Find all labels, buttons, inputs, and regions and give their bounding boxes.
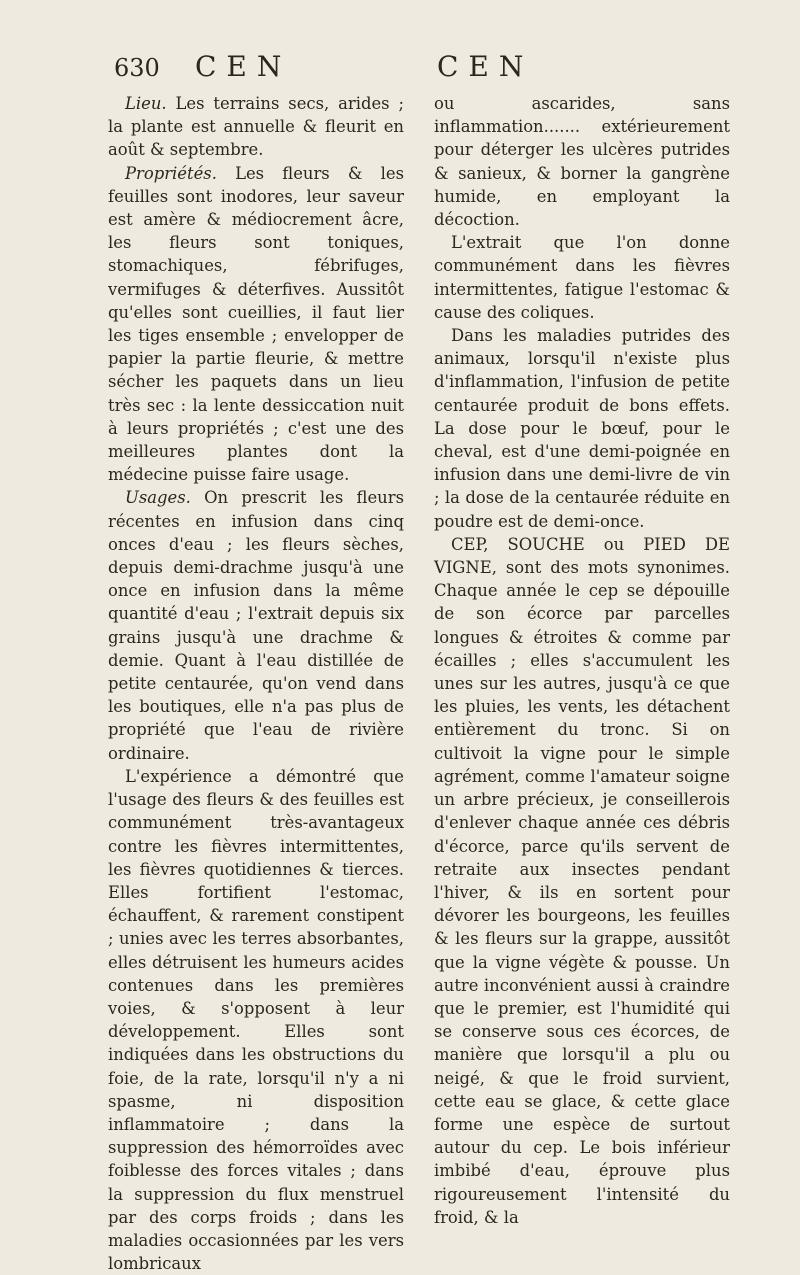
paragraph bbox=[108, 765, 404, 1275]
paragraph-label: Lieu. bbox=[125, 94, 167, 113]
paragraph-text: Dans les maladies putrides des animaux, lorsqu'il n'existe plus d'inflammation, l'infusion de petite centaurée produit de bons effets. La dose pour le bœuf, pour le cheval, est d'une demi-poignée en infusion dans une demi-livre de vin ; la dose de la centaurée réduite en poudre est de demi-once. bbox=[434, 326, 730, 531]
paragraph bbox=[434, 231, 730, 324]
running-header bbox=[0, 50, 800, 90]
paragraph-text: CEP, SOUCHE ou PIED DE VIGNE, sont des mots synonimes. Chaque année le cep se dépouille de son écorce par parcelles longues & étroites & comme par écailles ; elles s'accumulent les unes sur les autres, jusqu'à ce que les pluies, les vents, les détachent entièrement du tronc. Si on cultivoit la vigne pour le simple agrément, comme l'amateur soigne un arbre précieux, je conseillerois d'enlever chaque année ces débris d'écorce, parce qu'ils servent de retraite aux insectes pendant l'hiver, & ils en sortent pour dévorer les bourgeons, les feuilles & les fleurs sur la grappe, aussitôt que la vigne végète & pousse. Un autre inconvénient aussi à craindre que le premier, est l'humidité qui se conserve sous ces écorces, de manière que lorsqu'il a plu ou neigé, & que le froid survient, cette eau se glace, & cette glace forme une espèce de surtout autour du cep. Le bois inférieur imbibé d'eau, éprouve plus rigoureusement l'intensité du froid, & la bbox=[434, 534, 730, 1227]
header-right-title: CEN bbox=[437, 50, 534, 83]
left-column bbox=[108, 92, 404, 1275]
paragraph bbox=[108, 486, 404, 764]
paragraph bbox=[434, 533, 730, 1229]
paragraph bbox=[108, 92, 404, 162]
paragraph-text: L'expérience a démontré que l'usage des fleurs & des feuilles est communément très-avantageux contre les fièvres intermittentes, les fièvres quotidiennes & tierces. Elles fortifient l'estomac, échauffent, & rarement constipent ; unies avec les terres absorbantes, elles détruisent les humeurs acides contenues dans les premières voies, & s'opposent à leur développement. Elles sont indiquées dans les obstructions du foie, de la rate, lorsqu'il n'y a ni spasme, ni disposition inflammatoire ; dans la suppression des hémorroïdes avec foiblesse des forces vitales ; dans la suppression du flux menstruel par des corps froids ; dans les maladies occasionnées par les vers lombricaux bbox=[108, 766, 404, 1274]
paragraph bbox=[434, 324, 730, 533]
paragraph-label: Propriétés. bbox=[125, 163, 217, 183]
paragraph bbox=[434, 92, 730, 231]
paragraph bbox=[108, 162, 404, 487]
paragraph-text: On prescrit les fleurs récentes en infusion dans cinq onces d'eau ; les fleurs sèches, depuis demi-drachme jusqu'à une once en infusion dans la même quantité d'eau ; l'extrait depuis six grains jusqu'à une drachme & demie. Quant à l'eau distillée de petite centaurée, qu'on vend dans les boutiques, elle n'a pas plus de propriété que l'eau de rivière ordinaire. bbox=[108, 488, 404, 763]
paragraph-text: ou ascarides, sans inflammation....... extérieurement pour déterger les ulcères putrides & sanieux, & borner la gangrène humide, en employant la décoction. bbox=[434, 94, 730, 230]
paragraph-text: Les terrains secs, arides ; la plante est annuelle & fleurit en août & septembre. bbox=[108, 94, 404, 160]
page-number: 630 bbox=[114, 54, 160, 82]
paragraph-label: Usages. bbox=[125, 488, 191, 508]
header-left-title: CEN bbox=[195, 50, 292, 83]
right-column bbox=[434, 92, 730, 1229]
paragraph-text: Les fleurs & les feuilles sont inodores, leur saveur est amère & médiocrement âcre, les fleurs sont toniques, stomachiques, fébrifuges, vermifuges & déterfives. Aussitôt qu'elles sont cueillies, il faut lier les tiges ensemble ; envelopper de papier la partie fleurie, & mettre sécher les paquets dans un lieu très sec : la lente dessiccation nuit à leurs propriétés ; c'est une des meilleures plantes dont la médecine puisse faire usage. bbox=[108, 163, 404, 485]
paragraph-text: L'extrait que l'on donne communément dans les fièvres intermittentes, fatigue l'estomac & cause des coliques. bbox=[434, 233, 730, 322]
